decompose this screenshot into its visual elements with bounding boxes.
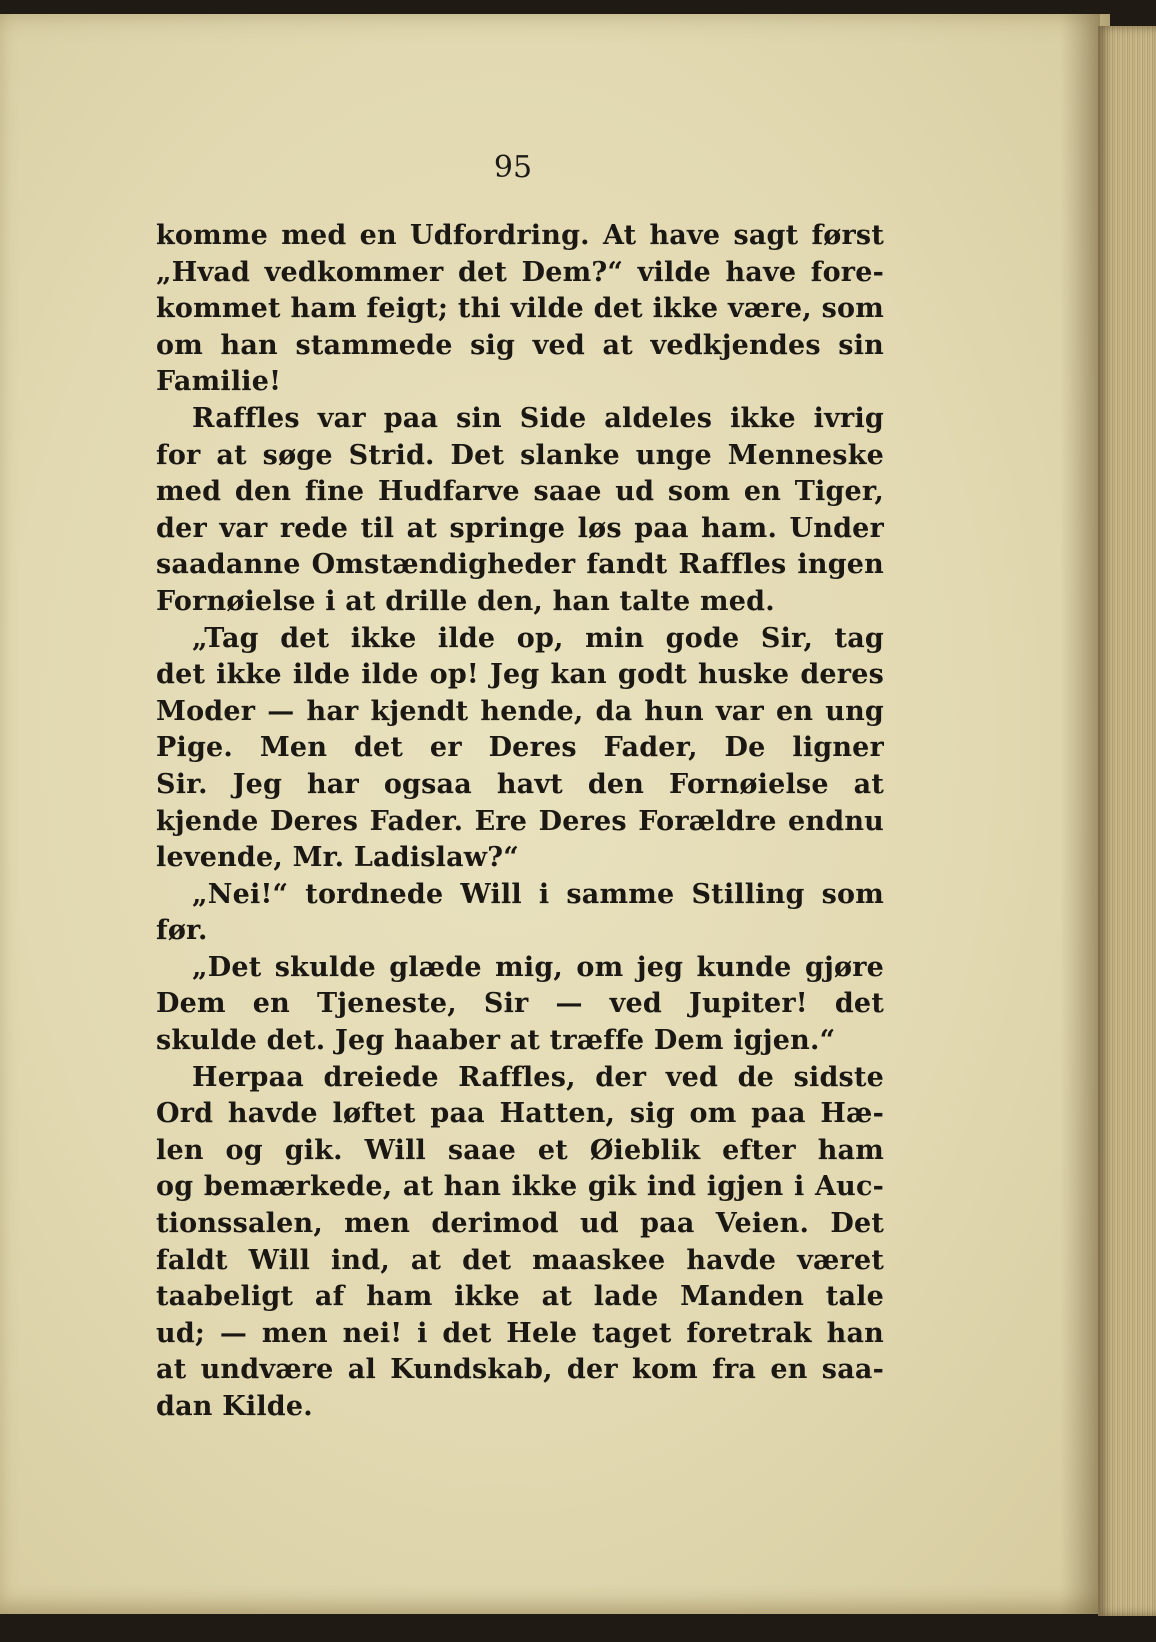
text-line: Raffles var paa sin Side aldeles ikke ivrig xyxy=(192,402,884,434)
text-line: om han stammede sig ved at vedkjendes sin xyxy=(156,329,884,361)
page-edges xyxy=(1098,26,1156,1616)
text-line: Pige. Men det er Deres Fader, De ligner xyxy=(156,732,884,764)
text-line: det ikke ilde ilde op! Jeg kan godt huske deres xyxy=(156,659,884,691)
text-line: Dem en Tjeneste, Sir — ved Jupiter! det xyxy=(156,988,884,1020)
text-line: tionssalen, men derimod ud paa Veien. Det xyxy=(156,1208,884,1240)
text-line: taabeligt af ham ikke at lade Manden tale xyxy=(156,1281,884,1313)
text-line: Fornøielse i at drille den, han talte med. xyxy=(156,585,775,617)
text-line: ud; — men nei! i det Hele taget foretrak han xyxy=(156,1317,884,1349)
text-line: der var rede til at springe løs paa ham. Under xyxy=(156,512,884,544)
text-line: saadanne Omstændigheder fandt Raffles ingen xyxy=(156,549,884,581)
text-line: kjende Deres Fader. Ere Deres Forældre endnu xyxy=(156,805,884,837)
text-line: „Hvad vedkommer det Dem?“ vilde have fore- xyxy=(156,256,884,288)
text-line: for at søge Strid. Det slanke unge Menneske xyxy=(156,439,884,471)
text-line: Familie! xyxy=(156,366,282,398)
text-line: „Nei!“ tordnede Will i samme Stilling som xyxy=(192,878,884,910)
text-line: dan Kilde. xyxy=(156,1391,313,1422)
text-line: „Det skulde glæde mig, om jeg kunde gjøre xyxy=(192,951,884,983)
text-line: Moder — har kjendt hende, da hun var en ung xyxy=(156,695,884,727)
body-text xyxy=(156,218,884,1426)
page-number: 95 xyxy=(493,150,533,185)
text-line: skulde det. Jeg haaber at træffe Dem igjen.“ xyxy=(156,1025,836,1057)
text-line: len og gik. Will saae et Øieblik efter ham xyxy=(156,1134,884,1166)
text-line: kommet ham feigt; thi vilde det ikke være, som xyxy=(156,293,884,325)
text-line: faldt Will ind, at det maaskee havde været xyxy=(156,1244,884,1276)
text-line: komme med en Udfordring. At have sagt først xyxy=(156,220,884,251)
text-line: levende, Mr. Ladislaw?“ xyxy=(156,842,519,874)
text-line: med den fine Hudfarve saae ud som en Tiger, xyxy=(156,476,884,508)
text-line: Ord havde løftet paa Hatten, sig om paa Hæ- xyxy=(156,1098,884,1130)
text-line: Herpaa dreiede Raffles, der ved de sidste xyxy=(192,1061,884,1093)
text-line: før. xyxy=(156,915,208,947)
text-line: og bemærkede, at han ikke gik ind igjen i Auc- xyxy=(156,1171,884,1203)
text-line: at undvære al Kundskab, der kom fra en saa- xyxy=(156,1354,884,1386)
spine-shadow xyxy=(1060,14,1100,1614)
text-line: Sir. Jeg har ogsaa havt den Fornøielse at xyxy=(156,768,884,800)
text-line: „Tag det ikke ilde op, min gode Sir, tag xyxy=(192,622,884,654)
